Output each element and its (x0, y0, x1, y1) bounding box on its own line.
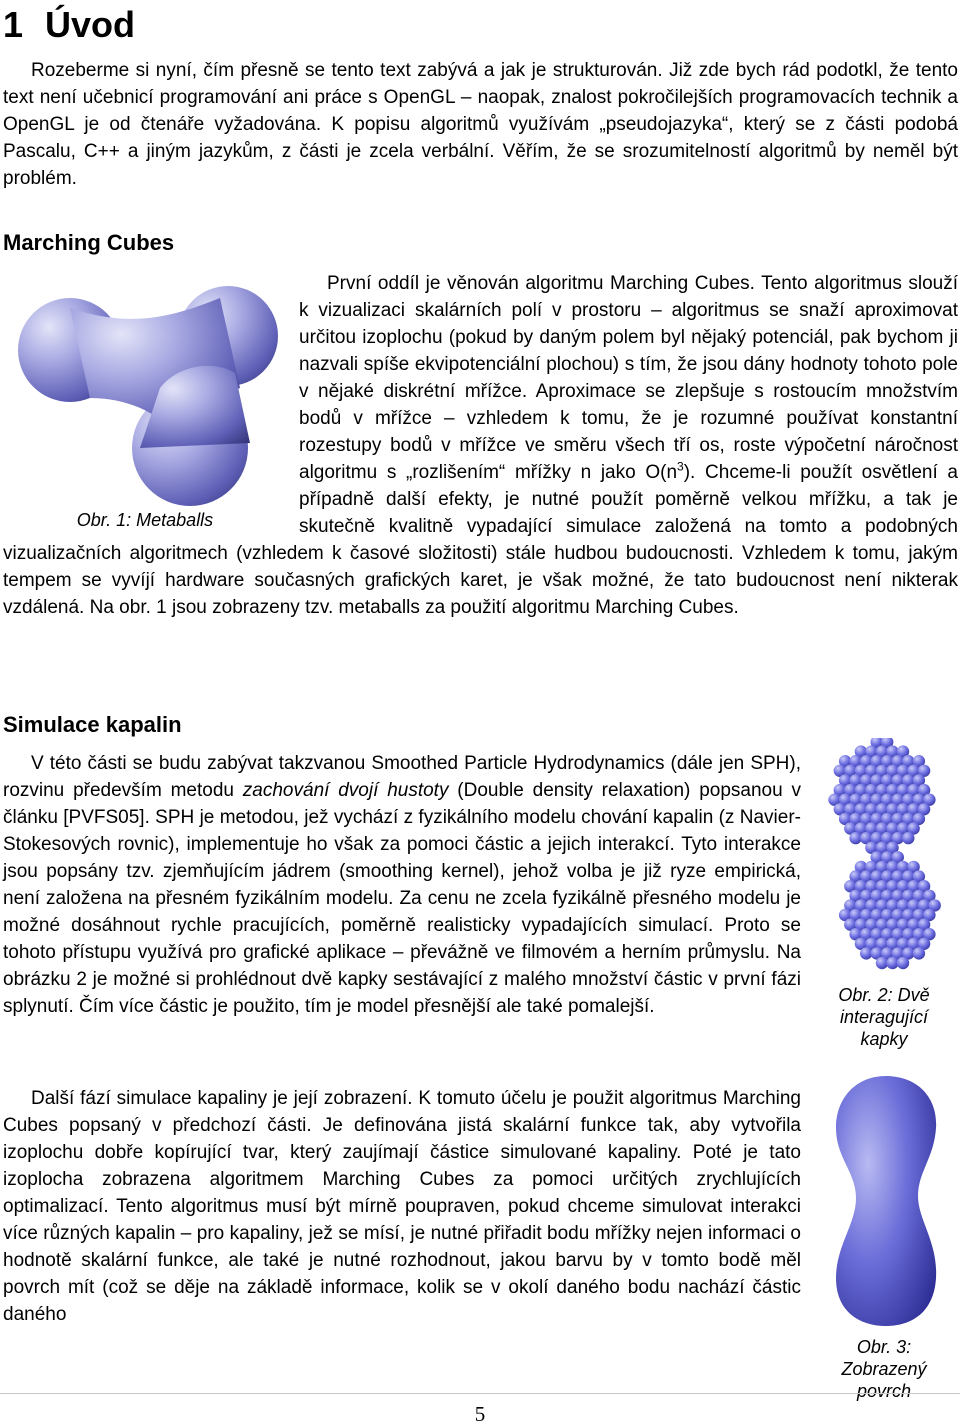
fluid-simulation-heading: Simulace kapalin (3, 712, 182, 737)
exponent: 3 (677, 459, 684, 474)
particle (849, 832, 861, 844)
marching-cubes-paragraph (3, 270, 958, 621)
rendered-surface-figure (826, 1072, 946, 1328)
figure-2-caption: Obr. 2: Dvě interagující kapky (838, 985, 930, 1049)
rendering-paragraph: Další fází simulace kapaliny je její zobrazení. K tomuto účelu je použit algoritmus Marching Cubes popsaný v předchozí části. Je definována jistá skalární funkce tak, aby vytvořila izoplochu dobře kopírující tvar, který zaujímají částice simulované kapaliny. Poté je tato izoplocha zobrazena algoritmem Marching Cubes za pomoci určitých zrychlujících optimalizací. Tento algoritmus musí být mírně poupraven, pokud chceme simulovat interakci více různých kapalin – pro kapaliny, jež se mísí, je nutné přiřadit bodu mřížky nejen informaci o hodnotě skalární funkce, ale také je nutné rozhodnout, jakou barvu by v tomto bodě měl povrch mít (což se děje na základě informace, kolik se v okolí daného bodu nachází částic daného (3, 1088, 801, 1325)
particle-drops-figure (820, 738, 948, 970)
marching-cubes-heading: Marching Cubes (3, 230, 175, 255)
figure-1-float-spacer (3, 270, 299, 540)
sph-text-a: V této části se budu zabývat takzvanou Smoothed Particle Hydrodynamics (dále jen SPH), rozvinu především metodu (3, 753, 801, 801)
section-heading (3, 4, 135, 46)
particle (902, 832, 914, 844)
page-number: 5 (474, 1402, 486, 1426)
sph-paragraph (3, 750, 801, 1020)
figure-1-caption: Obr. 1: Metaballs (76, 510, 214, 530)
figure-3-caption: Obr. 3: Zobrazený povrch (841, 1337, 927, 1401)
section-title: Úvod (45, 4, 136, 45)
marching-cubes-text-rest: ). Chceme-li použít osvětlení a případně další efekty, je nutné použít poměrně velkou mřížku, a tak je skutečně kvalitně vypadající simulace založená na tomto a podobných vizualizačních algoritmech (vzhledem k časové složitosti) stále hudbou budoucnosti. Vzhledem k tomu, jakým tempem se vyvíjí hardware současných grafických karet, je však možné, že tato budoucnost není nikterak vzdálená. Na obr. 1 jsou zobrazeny tzv. metaballs za použití algoritmu Marching Cubes. (3, 462, 958, 618)
particle (897, 957, 909, 969)
footer-divider (0, 1393, 960, 1394)
sph-text-b: (Double density relaxation) popsanou v článku [PVFS05]. SPH je metodou, jež vychází z fyzikálního modelu chování kapalin (z Navier-Stokesových rovnic), implementuje ho však za pomoci částic a jejich interakcí. Tyto interakce jsou popsány tzv. zjemňujícím jádrem (smoothing kernel), jehož volba je již ryze empirická, není založena na přesném fyzikálním modelu. Za cenu ne zcela fyzikálně přesného modelu je možné dosáhnout rychle pracujících, poměrně realisticky vypadajících simulací. Proto se tohoto přístupu využívá pro grafické aplikace – převážně ve filmovém a herním průmyslu. Na obrázku 2 je možné si prohlédnout dvě kapky sestávající z malého množství částic v první fázi splynutí. Čím více částic je použito, tím je model přesnější ale také pomalejší. (3, 780, 801, 1017)
marching-cubes-text-lead: První oddíl je věnován algoritmu Marching Cubes. Tento algoritmus slouží k vizualizaci skalárních polí v prostoru – algoritmus se snaží aproximovat určitou izoplochu (pokud by daným polem byl nějaký potenciál, pak bychom ji nazvali spíše ekvipotenciální plochou) s tím, že jsou dány hodnoty tohoto pole v nějaké diskrétní mřížce. Aproximace se zlepšuje s rostoucím množstvím bodů v mřížce – vzhledem k tomu, že je rozumné používat konstantní rozestupy bodů v mřížce ve směru všech tří os, roste výpočetní náročnost algoritmu s „rozlišením“ mřížky n jako O(n (299, 273, 958, 483)
section-number: 1 (3, 4, 24, 45)
particle (913, 947, 925, 959)
intro-paragraph: Rozeberme si nyní, čím přesně se tento text zabývá a jak je strukturován. Již zde bych rád podotkl, že tento text není učebnicí programování ani práce s OpenGL – naopak, znalost pokročilejších programovacích technik a OpenGL je od čtenáře vyžadována. K popisu algoritmů využívám „pseudojazyka“, který se z části podobá Pascalu, C++ a jiným jazykům, z části je zcela verbální. Věřím, že se srozumitelností algoritmů by neměl být problém. (3, 60, 958, 189)
sph-emphasis: zachování dvojí hustoty (242, 780, 449, 801)
